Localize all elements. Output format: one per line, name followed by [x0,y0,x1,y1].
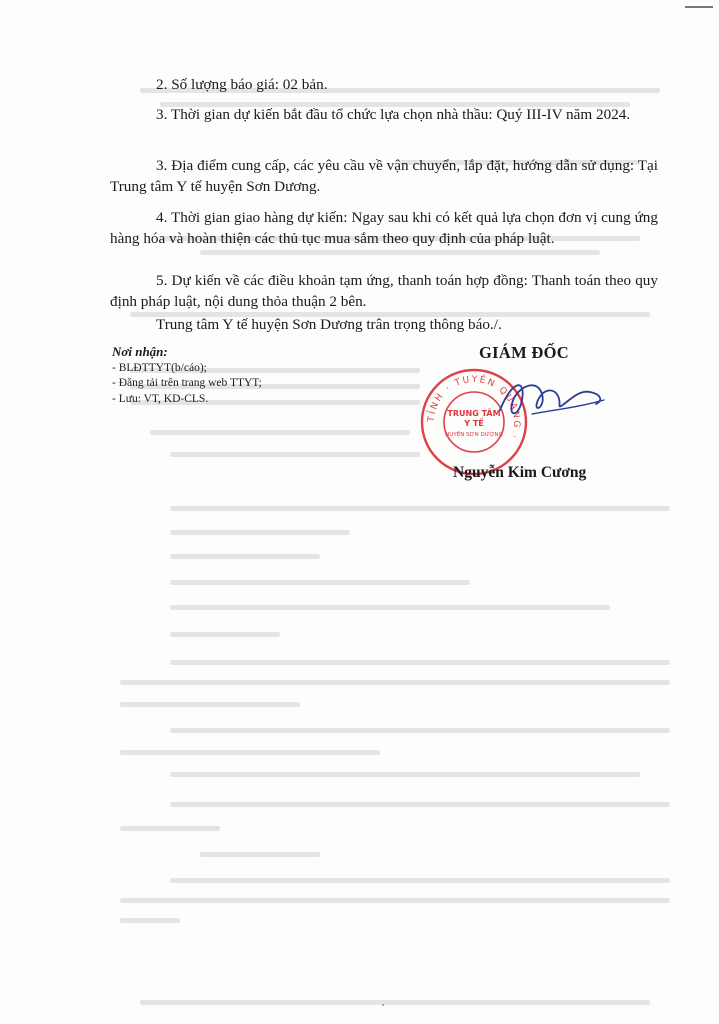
svg-text:TỈNH · TUYÊN QUANG ·: TỈNH · TUYÊN QUANG · [426,374,522,442]
item-delivery-location: 3. Địa điểm cung cấp, các yêu cầu về vận chuyển, lắp đặt, hướng dẫn sử dụng: Tại Trung tâm Y tế huyện Sơn Dương. [110,157,658,195]
svg-text:HUYỆN SƠN DƯƠNG: HUYỆN SƠN DƯƠNG [445,432,503,438]
page-speck [382,1004,384,1006]
item-payment-terms: 5. Dự kiến về các điều khoản tạm ứng, thanh toán hợp đồng: Thanh toán theo quy định pháp luật, nội dung thỏa thuận 2 bên. [110,272,658,310]
scan-corner-mark [685,6,713,8]
recipients-block [112,344,262,407]
handwritten-signature [492,370,612,430]
item-selection-time: 3. Thời gian dự kiến bắt đầu tổ chức lựa chọn nhà thầu: Quý III-IV năm 2024. [156,106,631,123]
signatory-name: Nguyễn Kim Cương [453,464,587,481]
svg-text:Y TẾ: Y TẾ [464,419,484,428]
recipient-line: - BLĐTTYT(b/cáo); [112,361,207,374]
closing-line: Trung tâm Y tế huyện Sơn Dương trân trọng thông báo./. [156,316,502,333]
recipients-heading: Nơi nhận: [112,344,168,359]
signatory-title: GIÁM ĐỐC [479,343,569,362]
recipient-line: - Lưu: VT, KD-CLS. [112,392,209,405]
item-delivery-time: 4. Thời gian giao hàng dự kiến: Ngay sau khi có kết quả lựa chọn đơn vị cung ứng hàng hóa và hoàn thiện các thủ tục mua sắm theo quy định của pháp luật. [110,209,658,247]
item-quote-count: 2. Số lượng báo giá: 02 bản. [156,76,328,93]
svg-text:TRUNG TÂM: TRUNG TÂM [447,409,501,418]
recipient-line: - Đăng tải trên trang web TTYT; [112,377,262,389]
